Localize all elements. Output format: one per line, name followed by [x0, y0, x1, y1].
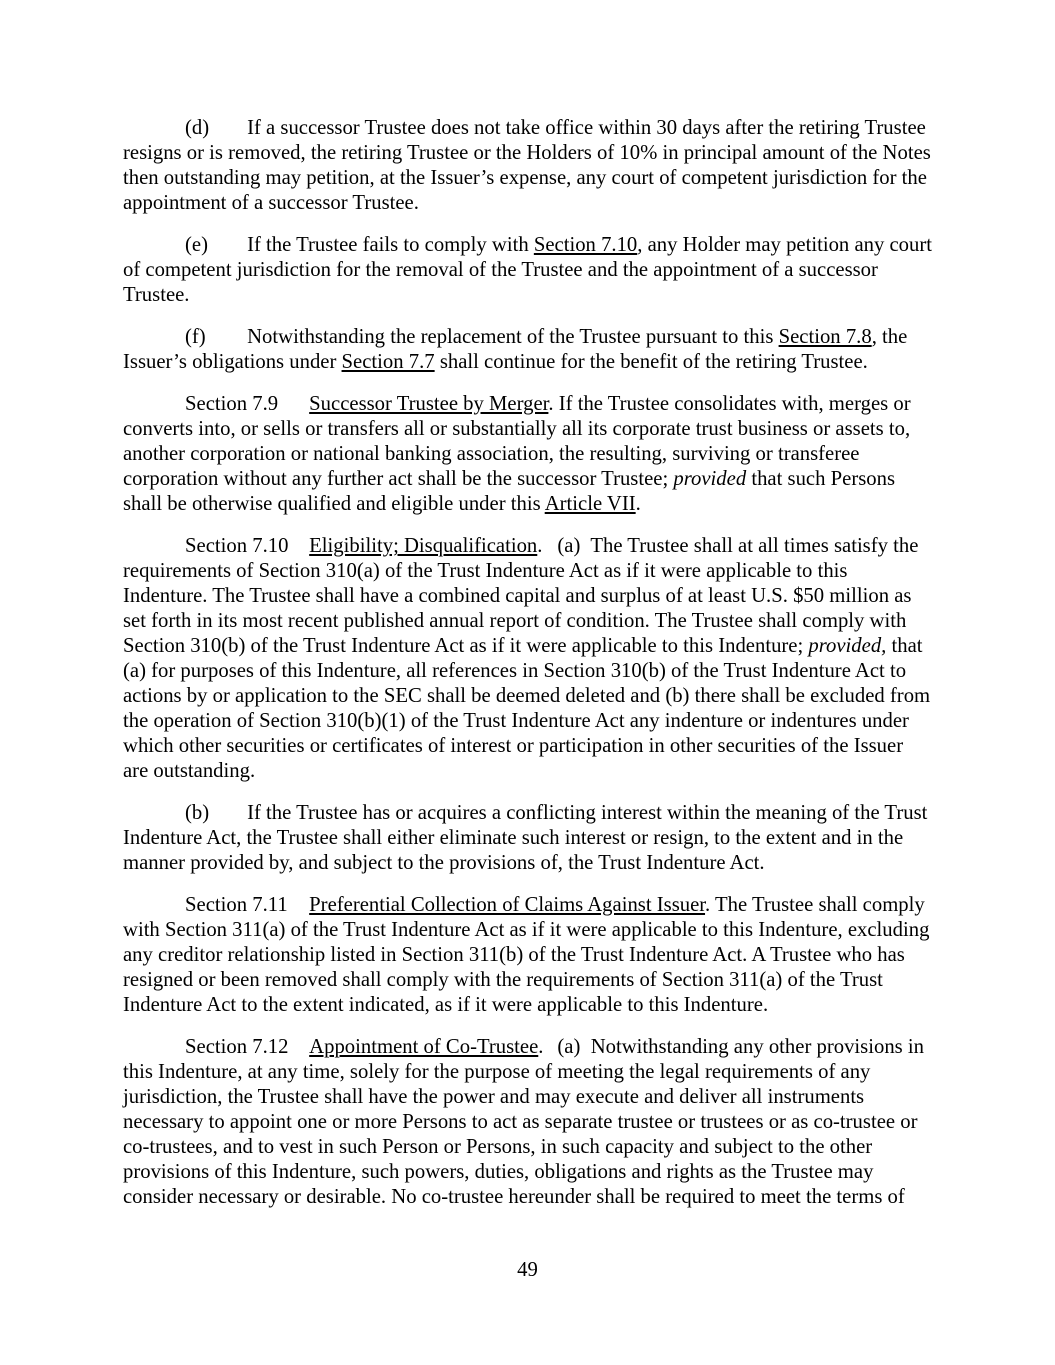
- text-run: .: [537, 535, 543, 557]
- document-body: [123, 116, 938, 1227]
- section-7-11: [123, 893, 933, 1018]
- paragraph-d: [123, 116, 936, 216]
- text-run: Section 7.9: [185, 393, 279, 415]
- text-run: .: [635, 493, 641, 515]
- underlined-text: Eligibility; Disqualification: [309, 535, 538, 557]
- tab-spacer: [278, 409, 309, 410]
- text-run: (d): [185, 117, 210, 139]
- text-run: Section 7.11: [185, 894, 288, 916]
- tab-spacer: [208, 250, 247, 251]
- underlined-text: Successor Trustee by Merger: [309, 393, 549, 415]
- tab-spacer: [209, 818, 247, 819]
- tab-spacer: [288, 551, 309, 552]
- underlined-text: Article VII: [544, 493, 636, 515]
- tab-spacer: [542, 551, 557, 552]
- text-run: If the Trustee fails to comply with: [247, 234, 534, 256]
- text-run: Section 7.12: [185, 1036, 289, 1058]
- text-run: (a) The Trustee shall at all times satisfy the requirements of Section 310(a) of the Trust Indenture Act as if it were applicable to this Indenture. The Trustee shall have a combined capital and surplus of at least U.S. $50 million as set forth in its most recent published annual report of condition. The Trustee shall comply with Section 310(b) of the Trust Indenture Act as if it were applicable to this Indenture;: [123, 535, 924, 657]
- section-7-9: [123, 392, 933, 517]
- underlined-text: Section 7.10: [533, 234, 638, 256]
- text-run: (f): [185, 326, 206, 348]
- paragraph-f: [123, 325, 933, 375]
- text-run: If the Trustee has or acquires a conflicting interest within the meaning of the Trust Indenture Act, the Trustee shall either eliminate such interest or resign, to the extent and in the manner provided by, and subject to the provisions of, the Trust Indenture Act.: [123, 802, 933, 874]
- tab-spacer: [288, 1052, 309, 1053]
- tab-spacer: [288, 910, 310, 911]
- text-run: .: [538, 1036, 544, 1058]
- underlined-text: Preferential Collection of Claims Against Issuer: [309, 894, 706, 916]
- tab-spacer: [543, 1052, 557, 1053]
- text-run: that such Persons shall be otherwise qualified and eligible under this: [123, 468, 901, 515]
- text-run: If a successor Trustee does not take office within 30 days after the retiring Trustee resigns or is removed, the retiring Trustee or the Holders of 10% in principal amount of the Notes then outstanding may petition, at the Issuer’s expense, any court of competent jurisdiction for the appointment of a successor Trustee.: [123, 117, 936, 214]
- page-number: 49: [517, 1259, 538, 1281]
- paragraph-b: [123, 801, 933, 876]
- paragraph-e: [123, 233, 938, 308]
- text-run: (a) Notwithstanding any other provisions in this Indenture, at any time, solely for the purpose of meeting the legal requirements of any jurisdiction, the Trustee shall have the power and may execute and deliver all instruments necessary to appoint one or more Persons to act as separate trustee or trustees or as co-trustee or co-trustees, and to vest in such Person or Persons, in such capacity and subject to the other provisions of this Indenture, such powers, duties, obligations and rights as the Trustee may consider necessary or desirable. No co-trustee hereunder shall be required to meet the terms of: [123, 1036, 930, 1208]
- tab-spacer: [206, 342, 247, 343]
- underlined-text: Appointment of Co-Trustee: [309, 1036, 539, 1058]
- text-run: . The Trustee shall comply with Section 311(a) of the Trust Indenture Act as if it were applicable to this Indenture, excluding any creditor relationship listed in Section 311(b) of the Trust Indenture Act. A Trustee who has resigned or been removed shall comply with the requirements of Section 311(a) of the Trust Indenture Act to the extent indicated, as if it were applicable to this Indenture.: [123, 894, 935, 1016]
- text-run: Section 7.10: [185, 535, 289, 557]
- text-run: Notwithstanding the replacement of the Trustee pursuant to this: [247, 326, 779, 348]
- text-run: . If the Trustee consolidates with, merges or converts into, or sells or transfers all or substantially all its corporate trust business or assets to, another corporation or national banking association, the resulting, surviving or transferee corporation without any further act shall be the successor Trustee;: [123, 393, 916, 490]
- text-run: (b): [185, 802, 210, 824]
- tab-spacer: [209, 133, 247, 134]
- italic-text: provided,: [808, 635, 887, 657]
- text-run: shall continue for the benefit of the retiring Trustee.: [434, 351, 868, 373]
- italic-text: provided: [673, 468, 747, 490]
- section-7-10: [123, 534, 936, 784]
- text-run: , any Holder may petition any court of competent jurisdiction for the removal of the Trustee and the appointment of a successor Trustee.: [123, 234, 938, 306]
- text-run: that (a) for purposes of this Indenture, all references in Section 310(b) of the Trust Indenture Act to actions by or application to the SEC shall be deemed deleted and (b) there shall be excluded from the operation of Section 310(b)(1) of the Trust Indenture Act any indenture or indentures under which other securities or certificates of interest or participation in other securities of the Issuer are outstanding.: [123, 635, 936, 782]
- section-7-12: [123, 1035, 933, 1210]
- text-run: , the Issuer’s obligations under: [123, 326, 913, 373]
- text-run: (e): [185, 234, 208, 256]
- underlined-text: Section 7.7: [341, 351, 435, 373]
- underlined-text: Section 7.8: [778, 326, 872, 348]
